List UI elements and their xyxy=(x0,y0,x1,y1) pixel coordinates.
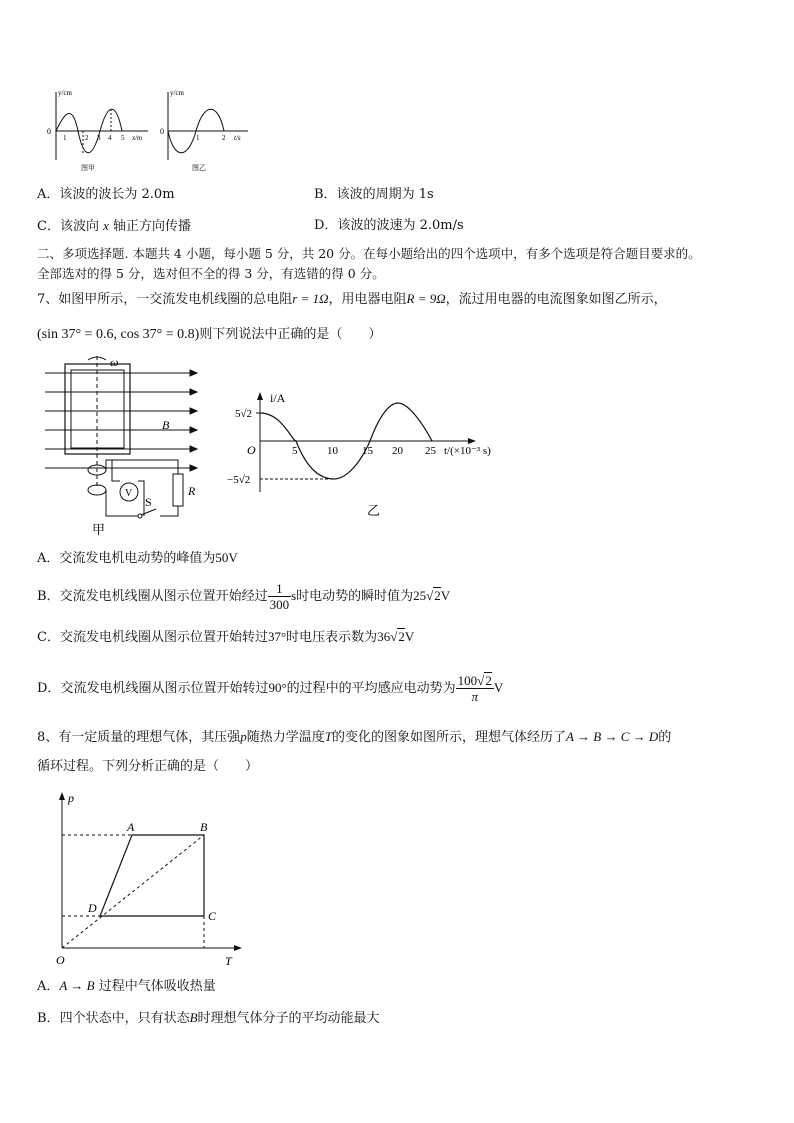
q6-option-c: C．该波向 x 轴正方向传播 xyxy=(37,218,192,234)
fraction: $\frac{1}{300}$ xyxy=(269,581,290,612)
origin-label: 0 xyxy=(47,127,51,136)
caption-yi: 乙 xyxy=(367,503,381,518)
q7-option-b: B．交流发电机线圈从图示位置开始经过 $\frac{1}{300}$ s时电动势的瞬时值为25√2V xyxy=(37,581,451,612)
ylabel: i/A xyxy=(270,392,286,405)
current-graph-figure xyxy=(222,392,512,522)
tick-5: 5 xyxy=(121,134,125,142)
generator-circuit-figure xyxy=(40,356,210,538)
q7-stem-line1: 7、如图甲所示，一交流发电机线圈的总电阻r = 1Ω，用电器电阻R = 9Ω，流过用电器的电流图象如图乙所示， xyxy=(37,291,667,307)
wire-voltmeter xyxy=(112,460,120,481)
tick-2: 2 xyxy=(85,134,89,142)
B-label: B xyxy=(200,820,208,834)
caption: 图乙 xyxy=(192,164,206,172)
tick-15: 15 xyxy=(362,445,373,457)
ytop-label: 5√2 xyxy=(235,408,253,420)
q8-stem-line1: 8、有一定质量的理想气体，其压强p随热力学温度T的变化的图象如图所示，理想气体经历了A → B → C → D的 xyxy=(37,729,672,745)
fraction: $\frac{100√2}{\pi}$ xyxy=(457,673,492,704)
A-label: A xyxy=(127,820,135,834)
origin-label: O xyxy=(247,443,256,457)
field-lines xyxy=(45,370,197,471)
wire-right xyxy=(160,506,178,516)
q6-option-a: A．该波的波长为 2.0m xyxy=(37,187,175,202)
switch-blade xyxy=(141,509,156,515)
tick-25: 25 xyxy=(425,445,436,457)
ylabel: y/cm xyxy=(58,89,72,97)
p-arrow xyxy=(59,792,65,800)
tick-2: 2 xyxy=(222,134,226,142)
tick-3: 3 xyxy=(97,134,101,142)
wave-figure-jia xyxy=(36,84,156,176)
wire-voltmeter-2 xyxy=(138,481,144,516)
section2-line2: 全部选对的得 5 分，选对但不全的得 3 分，有选错的得 0 分。 xyxy=(37,266,385,281)
D-label: D xyxy=(88,901,97,915)
section2-line1: 二、多项选择题. 本题共 4 小题，每小题 5 分，共 20 分。在每小题给出的四个选项中，有多个选项是符合题目要求的。 xyxy=(37,246,701,261)
q7-option-d: D．交流发电机线圈从图示位置开始转过90°的过程中的平均感应电动势为 $\frac{100√2}{\pi}$ V xyxy=(37,673,504,704)
wave-figure-yi xyxy=(158,84,254,176)
resistor-label: R xyxy=(188,484,196,498)
q7-option-a: A．交流发电机电动势的峰值为50V xyxy=(37,550,238,566)
tick-1: 1 xyxy=(63,134,67,142)
T-arrow xyxy=(234,945,242,951)
q8-option-b: B．四个状态中，只有状态B时理想气体分子的平均动能最大 xyxy=(37,1010,380,1026)
xlabel: x/m xyxy=(132,134,143,142)
q7-stem-line2: (sin 37° = 0.6, cos 37° = 0.8)则下列说法中正确的是（ ） xyxy=(37,327,382,342)
ylabel: y/cm xyxy=(170,89,184,97)
tick-20: 20 xyxy=(392,445,403,457)
B-label: B xyxy=(162,418,170,432)
caption: 图甲 xyxy=(81,164,95,172)
ybot-label: −5√2 xyxy=(227,474,251,486)
xlabel: t/s xyxy=(234,134,241,142)
tick-5: 5 xyxy=(292,445,298,457)
voltmeter-label: V xyxy=(125,488,133,499)
tick-10: 10 xyxy=(327,445,338,457)
p-label: p xyxy=(68,791,74,805)
switch-label: S xyxy=(145,495,152,509)
origin-label: 0 xyxy=(160,127,164,136)
q6-option-d: D．该波的波速为 2.0m/s xyxy=(314,218,464,233)
q6-option-b: B．该波的周期为 1s xyxy=(314,187,434,202)
omega-label: ω xyxy=(110,356,119,369)
tick-1: 1 xyxy=(196,134,200,142)
slip-ring-2 xyxy=(88,485,106,495)
p-T-graph xyxy=(50,790,250,970)
C-label: C xyxy=(208,909,217,923)
t-arrow xyxy=(468,438,476,444)
tick-4: 4 xyxy=(108,134,112,142)
y-arrow xyxy=(257,392,263,400)
O-label: O xyxy=(56,953,65,967)
q7-option-c: C．交流发电机线圈从图示位置开始转过37°时电压表示数为36√2V xyxy=(37,629,415,645)
dash-B-diagonal xyxy=(62,835,204,948)
q8-option-a: A．A → B 过程中气体吸收热量 xyxy=(37,978,216,994)
cycle-path xyxy=(100,835,204,916)
caption-jia: 甲 xyxy=(92,522,106,537)
wire-top xyxy=(106,460,178,474)
resistor xyxy=(173,474,183,506)
q8-stem-line2: 循环过程。下列分析正确的是（ ） xyxy=(37,759,259,774)
xlabel: t/(×10⁻³ s) xyxy=(444,445,491,457)
T-label: T xyxy=(225,954,232,968)
